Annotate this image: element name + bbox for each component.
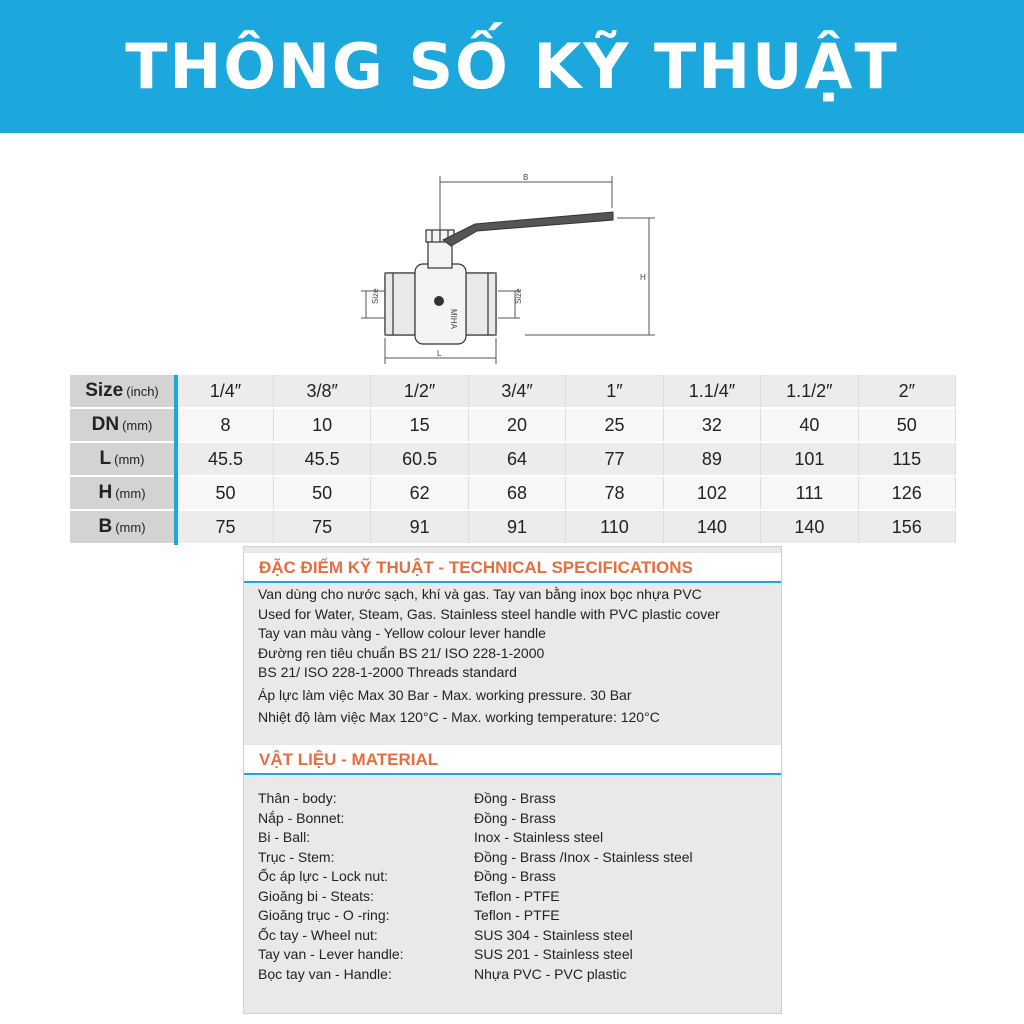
table-cell: 25 xyxy=(566,408,663,442)
spec-line: BS 21/ ISO 228-1-2000 Threads standard xyxy=(258,664,517,680)
row-key: B xyxy=(98,516,113,537)
h-label: H xyxy=(640,273,646,282)
material-row xyxy=(258,848,693,868)
spec-line: Used for Water, Steam, Gas. Stainless steel handle with PVC plastic cover xyxy=(258,605,720,622)
material-part: Thân - body: xyxy=(258,790,337,806)
table-cell: 50 xyxy=(858,408,955,442)
table-cell: 64 xyxy=(468,442,565,476)
material-row xyxy=(258,965,693,985)
table-cell: 62 xyxy=(371,476,468,510)
table-cell: 1/4″ xyxy=(176,375,273,408)
table-cell: 110 xyxy=(566,510,663,544)
material-row xyxy=(258,887,693,907)
material-row xyxy=(258,926,693,946)
material-value: Inox - Stainless steel xyxy=(474,829,604,845)
table-cell: 111 xyxy=(761,476,858,510)
table-cell: 1.1/4″ xyxy=(663,375,760,408)
table-cell: 15 xyxy=(371,408,468,442)
spec-line: Tay van màu vàng - Yellow colour lever handle xyxy=(258,625,546,641)
table-cell: 101 xyxy=(761,442,858,476)
material-list xyxy=(258,789,693,984)
spec-line: Đường ren tiêu chuẩn BS 21/ ISO 228-1-2000 xyxy=(258,644,545,661)
spec-lines xyxy=(258,585,720,728)
material-row xyxy=(258,789,693,809)
table-cell: 45.5 xyxy=(273,442,370,476)
table-cell: 2″ xyxy=(858,375,955,408)
size-table-row xyxy=(70,408,956,442)
material-part: Bọc tay van - Handle: xyxy=(258,965,392,982)
table-cell: 32 xyxy=(663,408,760,442)
table-cell: 75 xyxy=(176,510,273,544)
table-cell: 75 xyxy=(273,510,370,544)
size-table-row xyxy=(70,510,956,544)
material-value: Teflon - PTFE xyxy=(474,887,560,904)
material-value: SUS 304 - Stainless steel xyxy=(474,926,633,943)
size-table-row xyxy=(70,442,956,476)
table-cell: 126 xyxy=(858,476,955,510)
table-cell: 50 xyxy=(273,476,370,510)
table-cell: 140 xyxy=(761,510,858,544)
material-part: Nắp - Bonnet: xyxy=(258,809,345,826)
material-value: Đồng - Brass xyxy=(474,790,556,806)
table-cell: 3/8″ xyxy=(273,375,370,408)
table-cell: 78 xyxy=(566,476,663,510)
row-key: H xyxy=(98,482,113,503)
row-unit: (mm) xyxy=(115,520,146,535)
material-row xyxy=(258,945,693,965)
page-title: THÔNG SỐ KỸ THUẬT xyxy=(125,30,899,103)
size-label-right: Size xyxy=(514,288,523,304)
table-cell: 1.1/2″ xyxy=(761,375,858,408)
l-label: L xyxy=(437,349,442,358)
table-cell: 156 xyxy=(858,510,955,544)
table-cell: 50 xyxy=(176,476,273,510)
material-part: Gioăng trục - O -ring: xyxy=(258,907,390,923)
spec-line: Nhiệt độ làm việc Max 120°C - Max. working temperature: 120°C xyxy=(258,709,660,725)
table-cell: 60.5 xyxy=(371,442,468,476)
spec-line: Van dùng cho nước sạch, khí và gas. Tay van bằng inox bọc nhựa PVC xyxy=(258,586,702,602)
spec-panel xyxy=(243,546,782,1014)
row-unit: (mm) xyxy=(115,486,146,501)
spec-title: ĐẶC ĐIỂM KỸ THUẬT - TECHNICAL SPECIFICATIONS xyxy=(259,558,693,577)
material-part: Trục - Stem: xyxy=(258,848,335,865)
material-part: Ốc áp lực - Lock nut: xyxy=(258,868,388,884)
material-row xyxy=(258,809,693,829)
brand-label: MIHA xyxy=(449,309,458,329)
size-label-left: Size xyxy=(371,288,380,304)
ball-valve-diagram xyxy=(355,168,665,368)
size-table xyxy=(70,375,956,545)
material-title: VẬT LIỆU - MATERIAL xyxy=(259,750,439,769)
material-part: Tay van - Lever handle: xyxy=(258,946,404,962)
row-header xyxy=(70,375,176,408)
table-cell: 1/2″ xyxy=(371,375,468,408)
material-value: Đồng - Brass xyxy=(474,868,556,884)
spec-line: Áp lực làm việc Max 30 Bar - Max. working pressure. 30 Bar xyxy=(258,686,632,703)
row-key: Size xyxy=(85,380,124,401)
table-cell: 45.5 xyxy=(176,442,273,476)
b-label: B xyxy=(523,173,529,182)
table-cell: 91 xyxy=(468,510,565,544)
table-cell: 140 xyxy=(663,510,760,544)
row-header xyxy=(70,442,176,476)
table-cell: 3/4″ xyxy=(468,375,565,408)
material-value: Đồng - Brass xyxy=(474,809,556,826)
row-header xyxy=(70,408,176,442)
material-value: Đồng - Brass /Inox - Stainless steel xyxy=(474,848,693,865)
table-cell: 10 xyxy=(273,408,370,442)
row-key: DN xyxy=(91,414,120,435)
material-row xyxy=(258,828,693,848)
material-part: Bi - Ball: xyxy=(258,829,311,845)
material-header xyxy=(244,745,781,775)
lever-handle xyxy=(443,212,613,246)
size-table-row xyxy=(70,476,956,510)
row-unit: (inch) xyxy=(126,384,159,399)
table-cell: 102 xyxy=(663,476,760,510)
size-table-row xyxy=(70,375,956,408)
row-key: L xyxy=(99,448,112,469)
table-cell: 77 xyxy=(566,442,663,476)
table-cell: 89 xyxy=(663,442,760,476)
row-header xyxy=(70,476,176,510)
row-unit: (mm) xyxy=(122,418,153,433)
table-cell: 91 xyxy=(371,510,468,544)
material-value: Teflon - PTFE xyxy=(474,907,560,923)
title-banner xyxy=(0,0,1024,133)
table-cell: 40 xyxy=(761,408,858,442)
material-part: Gioăng bi - Steats: xyxy=(258,887,374,904)
brand-logo xyxy=(434,296,444,306)
table-cell: 115 xyxy=(858,442,955,476)
row-unit: (mm) xyxy=(114,452,145,467)
row-header xyxy=(70,510,176,544)
spec-header xyxy=(244,553,781,583)
table-cell: 68 xyxy=(468,476,565,510)
material-value: SUS 201 - Stainless steel xyxy=(474,946,633,962)
valve-drawing xyxy=(355,168,665,368)
material-value: Nhựa PVC - PVC plastic xyxy=(474,965,627,982)
table-cell: 20 xyxy=(468,408,565,442)
material-row xyxy=(258,906,693,926)
table-cell: 8 xyxy=(176,408,273,442)
material-row xyxy=(258,867,693,887)
table-cell: 1″ xyxy=(566,375,663,408)
material-part: Ốc tay - Wheel nut: xyxy=(258,926,378,943)
